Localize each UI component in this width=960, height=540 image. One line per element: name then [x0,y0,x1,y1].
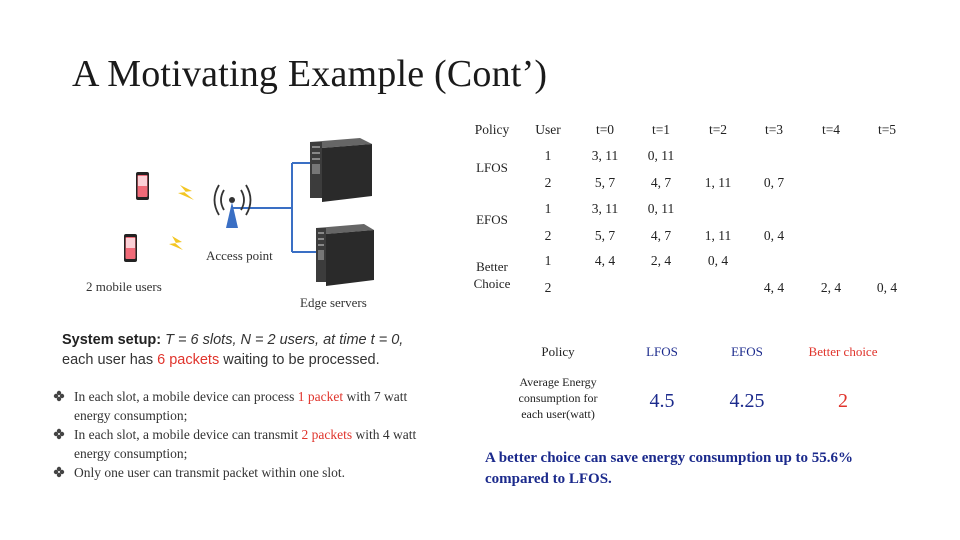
row-6-user: 2 [544,280,552,295]
header-t5: t=5 [877,122,897,137]
row-2-t2: 1, 11 [704,175,732,190]
setup-line-1 [62,330,403,350]
row-5-t0: 4, 4 [594,253,616,268]
header-t3: t=3 [764,122,784,137]
row-1-t1: 0, 11 [647,148,675,163]
summary-row-label [519,374,598,422]
row-6-t4: 2, 4 [820,280,842,295]
row-1-user: 1 [544,148,552,163]
summary-header-efos: EFOS [731,344,763,359]
row-2-t0: 5, 7 [594,175,616,190]
access-point-label: Access point [206,248,273,263]
summary-value-efos: 4.25 [729,390,765,412]
summary-table [484,338,920,438]
bullet-3-pre: Only one user can transmit packet within one slot. [74,465,346,480]
row-5-user: 1 [544,253,552,268]
bullet-1-highlight: 1 packet [297,389,344,404]
lightning-icon-1 [178,185,194,200]
header-t2: t=2 [708,122,728,137]
row-4-t1: 4, 7 [650,228,672,243]
summary-header-better-choice: Better choice [808,344,878,359]
row-3-t1: 0, 11 [647,201,675,216]
network-diagram [120,130,390,300]
diamond-bullet-icon [52,465,66,479]
conclusion-line-2: compared to LFOS. [485,471,612,487]
summary-value-lfos: 4.5 [649,390,675,412]
diamond-bullet-icon [52,389,66,403]
bullet-1-pre: In each slot, a mobile device can process [74,389,298,404]
summary-header-policy: Policy [541,344,575,359]
bullet-2-post: with 4 watt energy consumption; [74,427,417,461]
row-2-t1: 4, 7 [650,175,672,190]
row-1-t0: 3, 11 [591,148,619,163]
edge-server-icon-1 [310,138,372,202]
row-2-user: 2 [544,175,552,190]
row-4-t0: 5, 7 [594,228,616,243]
mobile-phone-icon-1 [136,172,149,200]
row-2-t3: 0, 7 [763,175,785,190]
row-3-user: 1 [544,201,552,216]
conclusion [485,448,853,490]
mobile-users-label: 2 mobile users [86,279,162,294]
bullet-2-pre: In each slot, a mobile device can transmit [74,427,302,442]
summary-value-better-choice: 2 [838,390,848,412]
setup-line-1-text: T = 6 slots, N = 2 users, at time t = 0, [165,332,404,348]
bullet-item [52,463,447,482]
header-t0: t=0 [595,122,615,137]
row-6-t5: 0, 4 [876,280,898,295]
row-5-t2: 0, 4 [707,253,729,268]
diamond-bullet-icon [52,427,66,441]
assumption-bullets [52,387,447,482]
bullet-2-highlight: 2 packets [301,427,353,442]
header-user: User [535,122,561,137]
access-point-icon [215,185,251,228]
summary-row-label-line-1: Average Energy [519,375,597,389]
setup-line-2-post: waiting to be processed. [219,352,380,368]
row-3-t0: 3, 11 [591,201,619,216]
header-t4: t=4 [821,122,841,137]
bullet-item [52,387,447,425]
slide-title: A Motivating Example (Cont’) [72,53,548,95]
edge-servers-label: Edge servers [300,295,367,310]
summary-row-label-line-3: each user(watt) [521,407,595,421]
setup-line-2-highlight: 6 packets [157,352,220,368]
bullet-1-post: with 7 watt energy consumption; [74,389,408,423]
policy-label-efos: EFOS [476,212,508,227]
setup-line-2-pre: each user has [62,352,158,368]
summary-header-lfos: LFOS [646,344,678,359]
setup-line-2 [62,350,403,370]
mobile-phone-icon-2 [124,234,137,262]
row-4-t3: 0, 4 [763,228,785,243]
policy-label-better-choice: Better Choice [473,259,511,291]
conclusion-line-1: A better choice can save energy consumption up to 55.6% [485,450,854,466]
header-t1: t=1 [651,122,671,137]
summary-row-label-line-2: consumption for [518,391,598,405]
header-policy: Policy [474,122,510,137]
bullet-item [52,425,447,463]
system-setup [62,330,403,370]
row-4-user: 2 [544,228,552,243]
policy-label-lfos: LFOS [476,160,508,175]
row-6-t3: 4, 4 [763,280,785,295]
edge-server-icon-2 [316,224,374,286]
row-4-t2: 1, 11 [704,228,732,243]
setup-label: System setup: [62,332,162,348]
lightning-icon-2 [169,236,183,250]
row-5-t1: 2, 4 [650,253,672,268]
